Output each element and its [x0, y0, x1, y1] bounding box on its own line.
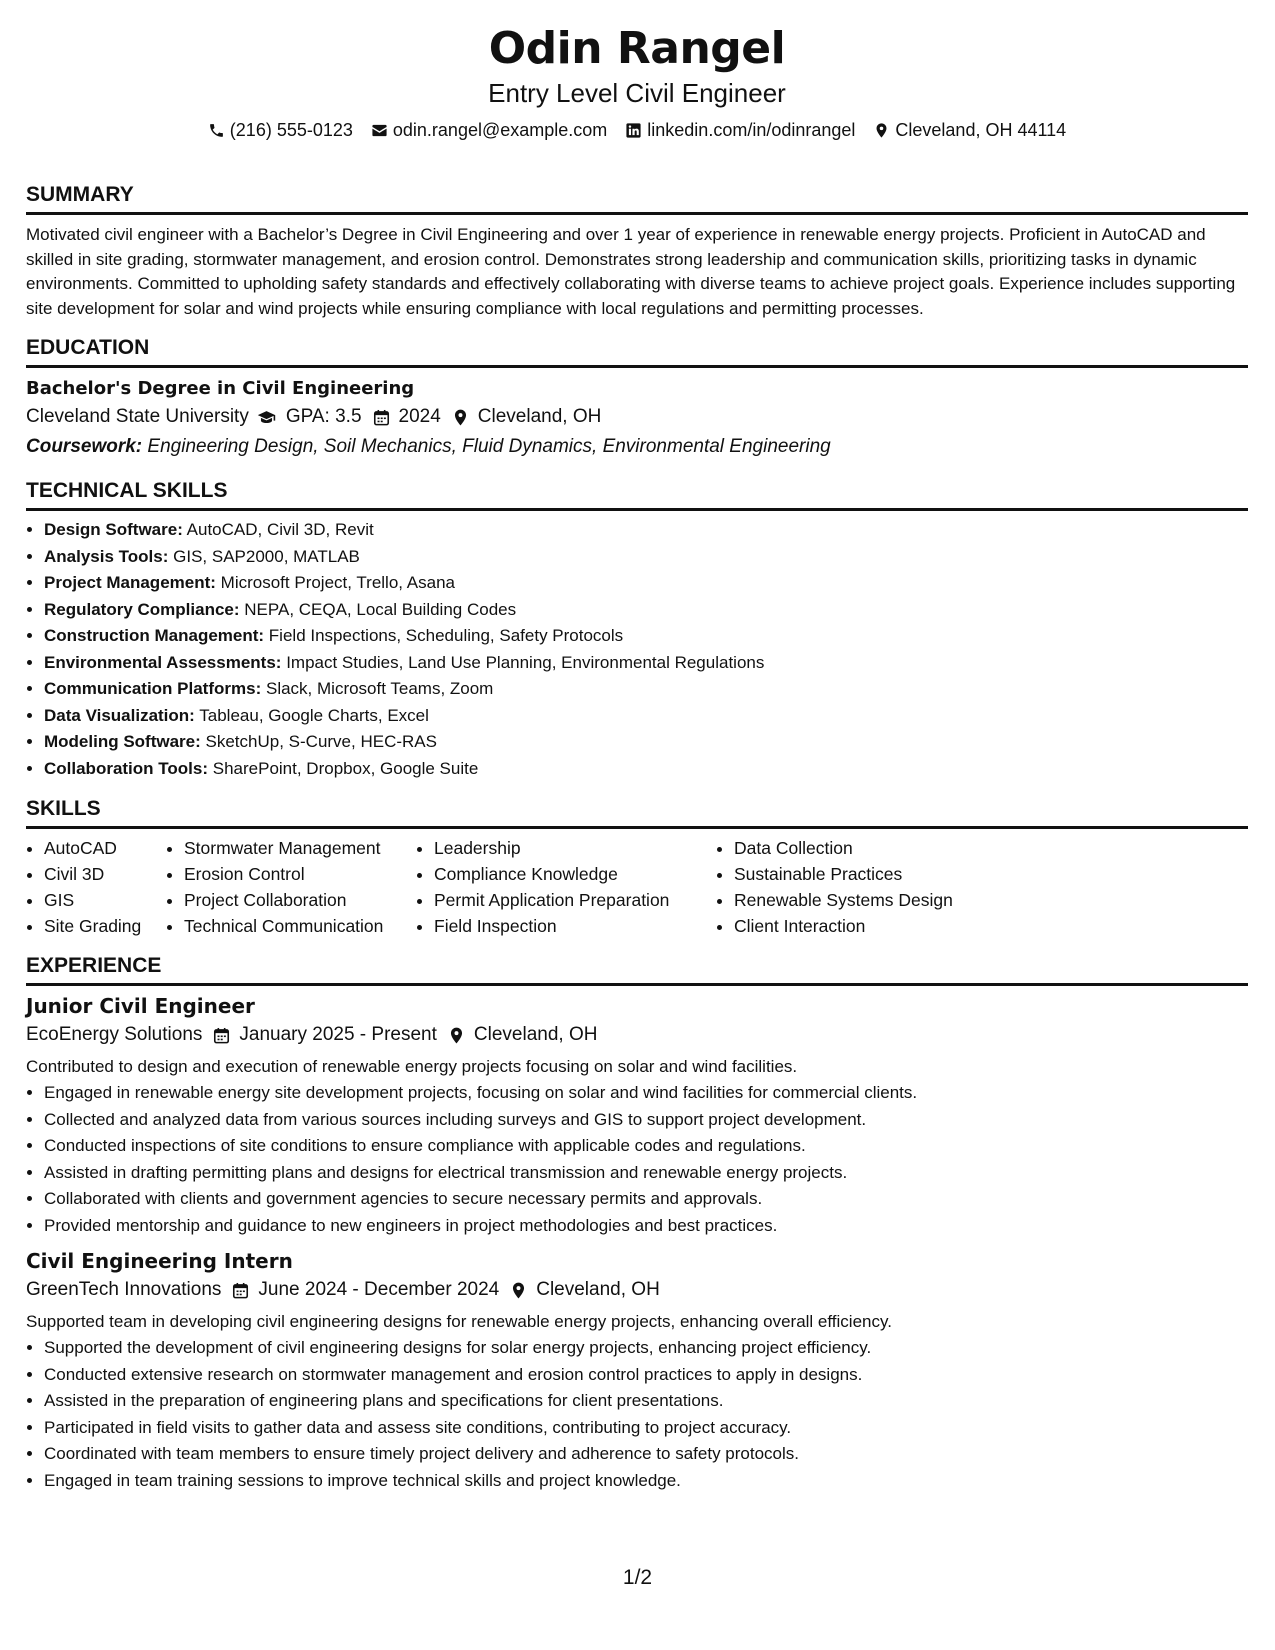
list-item: • Participated in field visits to gather data and assess site conditions, contributing to project accuracy.	[44, 1415, 1248, 1442]
coursework-list: Engineering Design, Soil Mechanics, Fluid Dynamics, Environmental Engineering	[147, 436, 831, 457]
list-item: • Supported the development of civil engineering designs for solar energy projects, enhancing project efficiency.	[44, 1335, 1248, 1362]
skill-category: Regulatory Compliance:	[44, 599, 240, 619]
list-item: • Conducted inspections of site conditions to ensure compliance with applicable codes and regulations.	[44, 1133, 1248, 1160]
job-location-text: Cleveland, OH	[536, 1279, 660, 1300]
graduation-cap-icon	[257, 408, 276, 427]
summary-text: Motivated civil engineer with a Bachelor’s Degree in Civil Engineering and over 1 year of experience in renewable energy projects. Proficient in AutoCAD and skilled in site grading, stormwater management, and erosion control. Demonstrates strong leadership and communication skills, prioritizing tasks in dynamic environments. Committed to upholding safety standards and effectively collaborating with diverse teams to achieve project goals. Experience includes supporting site development for solar and wind projects while ensuring compliance with local regulations and permitting processes.	[26, 225, 1236, 318]
list-item: • Erosion Control	[184, 861, 416, 887]
education-location-text: Cleveland, OH	[477, 406, 602, 427]
list-item: • Collaborated with clients and government agencies to secure necessary permits and approvals.	[44, 1186, 1248, 1213]
skill-values: Impact Studies, Land Use Planning, Environmental Regulations	[286, 652, 765, 672]
contact-location	[873, 118, 1066, 142]
school-text: Cleveland State University	[26, 406, 249, 427]
contact-email[interactable]	[371, 118, 607, 142]
summary-section	[26, 182, 1248, 321]
list-item: • GIS	[44, 887, 166, 913]
education-section	[26, 335, 1248, 462]
list-item: • Field Inspection	[434, 913, 716, 939]
company-name	[26, 1020, 202, 1050]
list-item: • Technical Communication	[184, 913, 416, 939]
summary-heading: SUMMARY	[26, 182, 1248, 215]
skills-grid	[26, 835, 1248, 939]
job-meta	[26, 1275, 1248, 1305]
technical-skills-heading: TECHNICAL SKILLS	[26, 478, 1248, 511]
job-dates	[231, 1275, 499, 1305]
skill-category: Design Software:	[44, 520, 183, 539]
job-description: Supported team in developing civil engineering designs for renewable energy projects, enhancing overall efficiency.	[26, 1312, 892, 1331]
list-item	[44, 623, 1248, 650]
page-number: 1/2	[622, 1566, 653, 1589]
contact-bar	[26, 118, 1248, 142]
technical-skills-section	[26, 478, 1248, 782]
list-item: • Provided mentorship and guidance to new engineers in project methodologies and best practices.	[44, 1213, 1248, 1240]
skills-column	[716, 835, 1034, 939]
list-item: • Renewable Systems Design	[734, 887, 1034, 913]
job-location	[509, 1275, 660, 1305]
list-item: • AutoCAD	[44, 835, 166, 861]
list-item	[44, 544, 1248, 571]
skills-column	[26, 835, 166, 939]
list-item: • Conducted extensive research on stormwater management and erosion control practices to apply in designs.	[44, 1362, 1248, 1389]
map-pin-icon	[509, 1281, 528, 1300]
skill-values: AutoCAD, Civil 3D, Revit	[186, 520, 374, 539]
map-pin-icon	[451, 408, 470, 427]
skill-category: Project Management:	[44, 573, 216, 592]
education-location	[451, 402, 602, 432]
skill-values: SharePoint, Dropbox, Google Suite	[212, 758, 479, 778]
map-pin-icon	[447, 1026, 466, 1045]
list-item: • Site Grading	[44, 913, 166, 939]
envelope-icon	[371, 122, 388, 139]
linkedin-text: linkedin.com/in/odinrangel	[647, 120, 856, 140]
school-name	[26, 402, 276, 432]
list-item	[44, 703, 1248, 730]
location-text: Cleveland, OH 44114	[895, 120, 1067, 140]
list-item: • Stormwater Management	[184, 835, 416, 861]
map-pin-icon	[873, 122, 890, 139]
skills-heading: SKILLS	[26, 796, 1248, 829]
list-item: • Civil 3D	[44, 861, 166, 887]
contact-linkedin[interactable]	[625, 118, 855, 142]
coursework	[26, 432, 1248, 462]
company-name	[26, 1275, 221, 1305]
list-item	[44, 517, 1248, 544]
contact-phone[interactable]	[208, 118, 353, 142]
list-item	[44, 756, 1248, 783]
list-item: • Client Interaction	[734, 913, 1034, 939]
gpa	[286, 402, 362, 432]
job-entry	[26, 992, 1248, 1239]
list-item: • Project Collaboration	[184, 887, 416, 913]
list-item: • Compliance Knowledge	[434, 861, 716, 887]
skill-values: GIS, SAP2000, MATLAB	[173, 546, 360, 566]
email-text: odin.rangel@example.com	[392, 120, 608, 140]
skill-category: Collaboration Tools:	[44, 758, 209, 778]
skills-column	[416, 835, 716, 939]
skill-category: Environmental Assessments:	[44, 652, 282, 672]
gpa-text: GPA: 3.5	[285, 406, 362, 427]
job-bullets	[26, 1080, 1248, 1239]
job-bullets	[26, 1335, 1248, 1494]
skill-values: Microsoft Project, Trello, Asana	[220, 573, 455, 592]
dates-text: June 2024 - December 2024	[258, 1279, 500, 1300]
calendar-icon	[231, 1281, 250, 1300]
skill-values: Tableau, Google Charts, Excel	[199, 705, 429, 725]
list-item: • Engaged in team training sessions to improve technical skills and project knowledge.	[44, 1468, 1248, 1495]
skill-category: Communication Platforms:	[44, 679, 262, 698]
calendar-icon	[372, 408, 391, 427]
job-dates	[212, 1020, 437, 1050]
skill-category: Data Visualization:	[44, 705, 195, 725]
list-item: • Permit Application Preparation	[434, 887, 716, 913]
candidate-name: Odin Rangel	[488, 23, 786, 74]
list-item: • Collected and analyzed data from various sources including surveys and GIS to support project development.	[44, 1107, 1248, 1134]
list-item: • Sustainable Practices	[734, 861, 1034, 887]
company-text: EcoEnergy Solutions	[26, 1024, 203, 1045]
resume-header	[26, 0, 1248, 142]
dates-text: January 2025 - Present	[239, 1024, 437, 1045]
list-item: • Data Collection	[734, 835, 1034, 861]
job-description: Contributed to design and execution of renewable energy projects focusing on solar and wind facilities.	[26, 1057, 798, 1076]
job-title: Junior Civil Engineer	[26, 994, 255, 1018]
list-item	[44, 570, 1248, 597]
skill-category: Modeling Software:	[44, 732, 201, 751]
list-item	[44, 650, 1248, 677]
experience-section	[26, 953, 1248, 1494]
list-item: • Assisted in drafting permitting plans and designs for electrical transmission and renewable energy projects.	[44, 1160, 1248, 1187]
list-item	[44, 729, 1248, 756]
resume-page	[26, 0, 1248, 1494]
company-text: GreenTech Innovations	[26, 1279, 222, 1300]
skill-values: SketchUp, S-Curve, HEC-RAS	[205, 732, 437, 751]
skills-column	[166, 835, 416, 939]
job-location-text: Cleveland, OH	[473, 1024, 598, 1045]
experience-heading: EXPERIENCE	[26, 953, 1248, 986]
candidate-title: Entry Level Civil Engineer	[488, 78, 786, 108]
calendar-icon	[212, 1026, 231, 1045]
skill-values: Field Inspections, Scheduling, Safety Protocols	[268, 626, 624, 645]
coursework-label: Coursework:	[26, 436, 143, 457]
job-meta	[26, 1020, 1248, 1050]
skills-section	[26, 796, 1248, 939]
list-item: • Coordinated with team members to ensure timely project delivery and adherence to safety protocols.	[44, 1441, 1248, 1468]
linkedin-icon	[625, 122, 642, 139]
job-location	[447, 1020, 598, 1050]
education-meta	[26, 402, 1248, 432]
degree-title: Bachelor's Degree in Civil Engineering	[26, 378, 415, 399]
list-item: • Leadership	[434, 835, 716, 861]
skill-values: Slack, Microsoft Teams, Zoom	[265, 679, 494, 698]
graduation-year	[372, 402, 441, 432]
year-text: 2024	[398, 406, 441, 427]
technical-skills-list	[26, 517, 1248, 782]
list-item: • Assisted in the preparation of engineering plans and specifications for client presentations.	[44, 1388, 1248, 1415]
skill-category: Construction Management:	[44, 626, 265, 645]
skill-values: NEPA, CEQA, Local Building Codes	[244, 599, 517, 619]
phone-text: (216) 555-0123	[229, 120, 353, 140]
list-item	[44, 676, 1248, 703]
list-item: • Engaged in renewable energy site development projects, focusing on solar and wind facilities for commercial clients.	[44, 1080, 1248, 1107]
phone-icon	[208, 122, 225, 139]
list-item	[44, 597, 1248, 624]
job-title: Civil Engineering Intern	[26, 1249, 293, 1273]
education-heading: EDUCATION	[26, 335, 1248, 368]
skill-category: Analysis Tools:	[44, 546, 169, 566]
job-entry	[26, 1247, 1248, 1494]
